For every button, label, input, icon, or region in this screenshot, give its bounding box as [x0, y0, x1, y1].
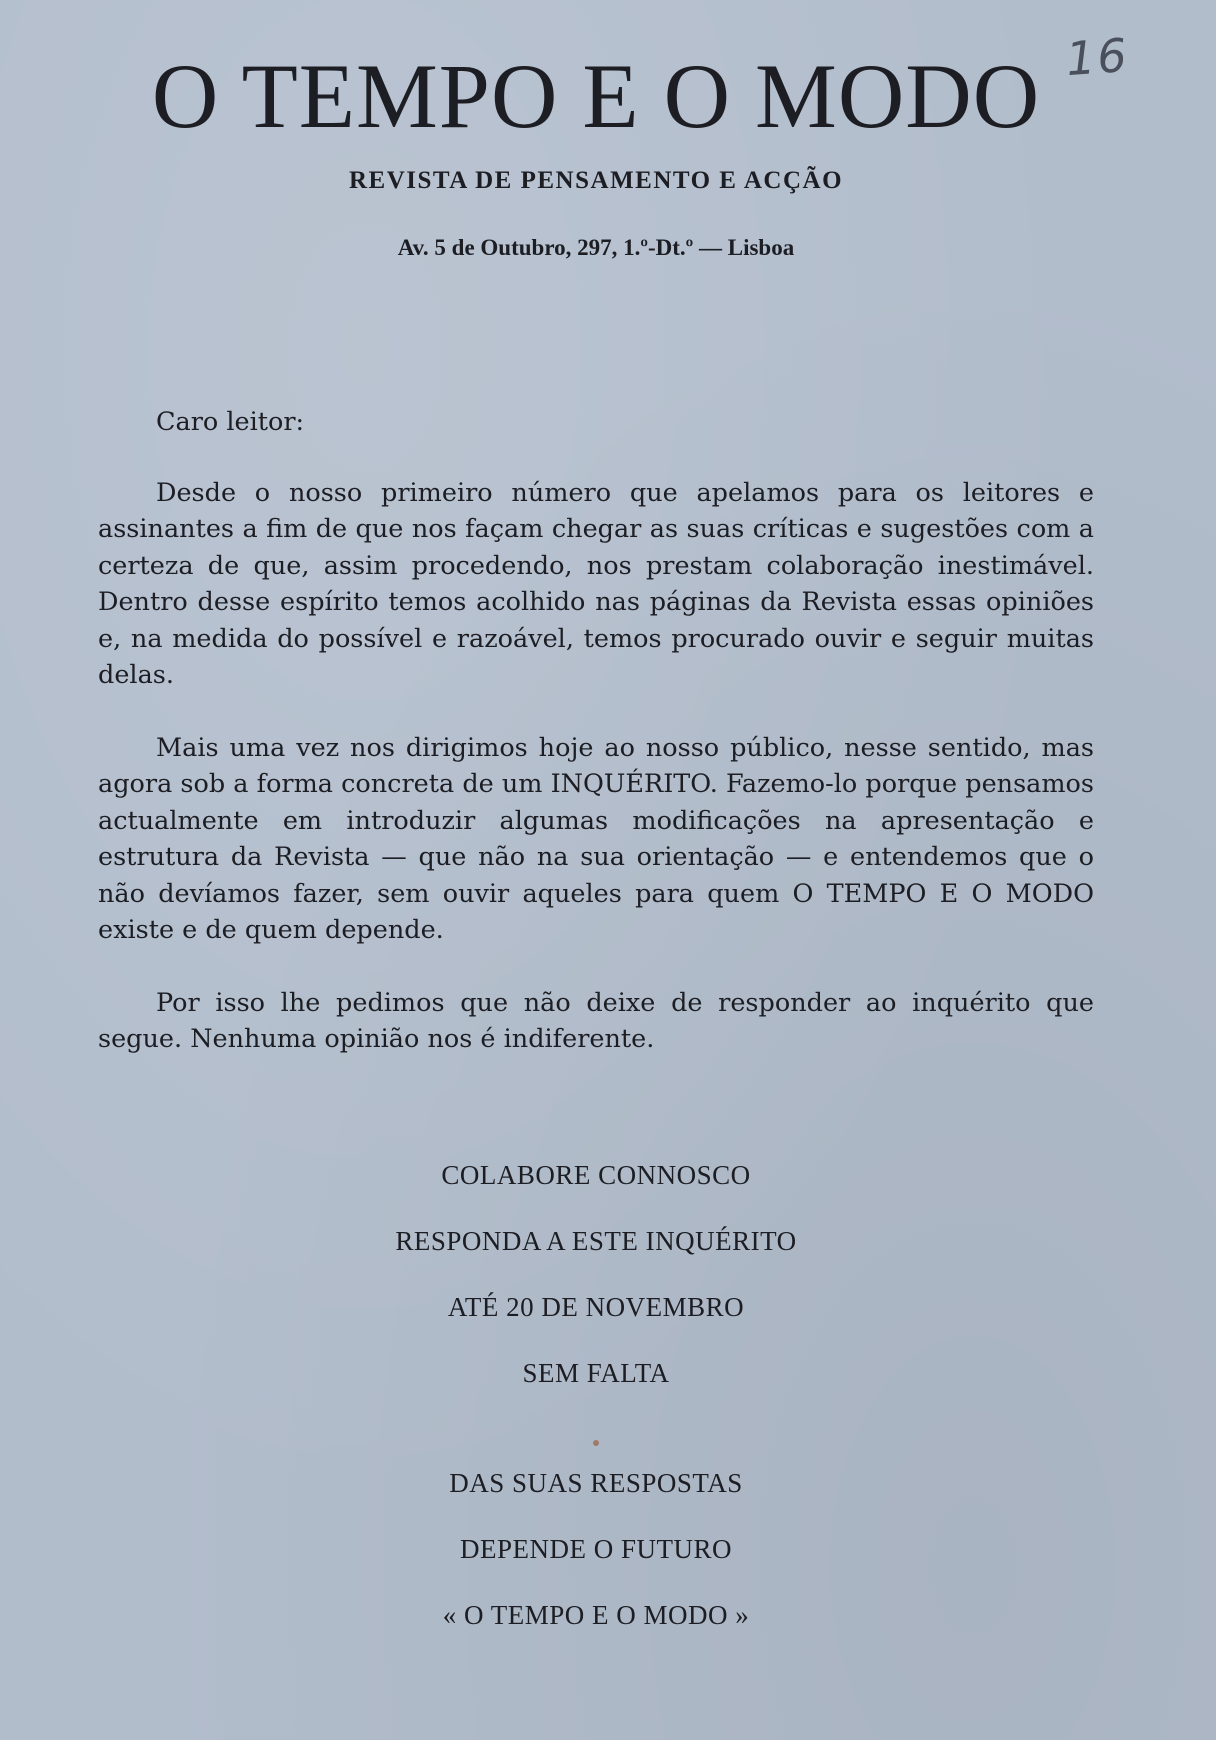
letter-paragraph-1: Desde o nosso primeiro número que apelamos para os leitores e assinantes a fim de que nos façam chegar as suas críticas e sugestões com a certeza de que, assim procedendo, nos prestam colaboração inestimável. Dentro desse espírito temos acolhido nas páginas da Revista essas opiniões e, na medida do possível e razoável, temos procurado ouvir e seguir muitas delas.	[98, 477, 1094, 690]
appeal-separator-dot	[0, 1422, 1192, 1466]
appeal-block	[0, 1158, 1192, 1664]
appeal-line-2: RESPONDA A ESTE INQUÉRITO	[395, 1226, 797, 1256]
appeal-line-1: COLABORE CONNOSCO	[441, 1160, 751, 1190]
appeal-line-5: DAS SUAS RESPOSTAS	[449, 1468, 743, 1498]
appeal-line-6: DEPENDE O FUTURO	[459, 1534, 732, 1564]
letter-body	[98, 404, 1094, 1094]
masthead-title: O TEMPO E O MODO	[151, 45, 1041, 147]
appeal-line-7: « O TEMPO E O MODO »	[442, 1600, 750, 1630]
letter-salutation: Caro leitor:	[156, 407, 305, 437]
appeal-line-4: SEM FALTA	[522, 1358, 670, 1388]
letter-paragraph-3: Por isso lhe pedimos que não deixe de responder ao inquérito que segue. Nenhuma opinião nos é indiferente.	[98, 987, 1094, 1054]
masthead-address: Av. 5 de Outubro, 297, 1.º-Dt.º — Lisboa	[397, 235, 795, 260]
letter-paragraph-2: Mais uma vez nos dirigimos hoje ao nosso público, nesse sentido, mas agora sob a forma concreta de um INQUÉRITO. Fazemo-lo porque pensamos actualmente em introduzir algumas modificações na apresentação e estrutura da Revista — que não na sua orientação — e entendemos que o não devíamos fazer, sem ouvir aqueles para quem O TEMPO E O MODO existe e de quem depende.	[98, 732, 1094, 945]
appeal-line-3: ATÉ 20 DE NOVEMBRO	[447, 1292, 745, 1322]
masthead-subtitle: REVISTA DE PENSAMENTO E ACÇÃO	[348, 167, 844, 194]
handwritten-page-number: 16	[1064, 27, 1131, 87]
